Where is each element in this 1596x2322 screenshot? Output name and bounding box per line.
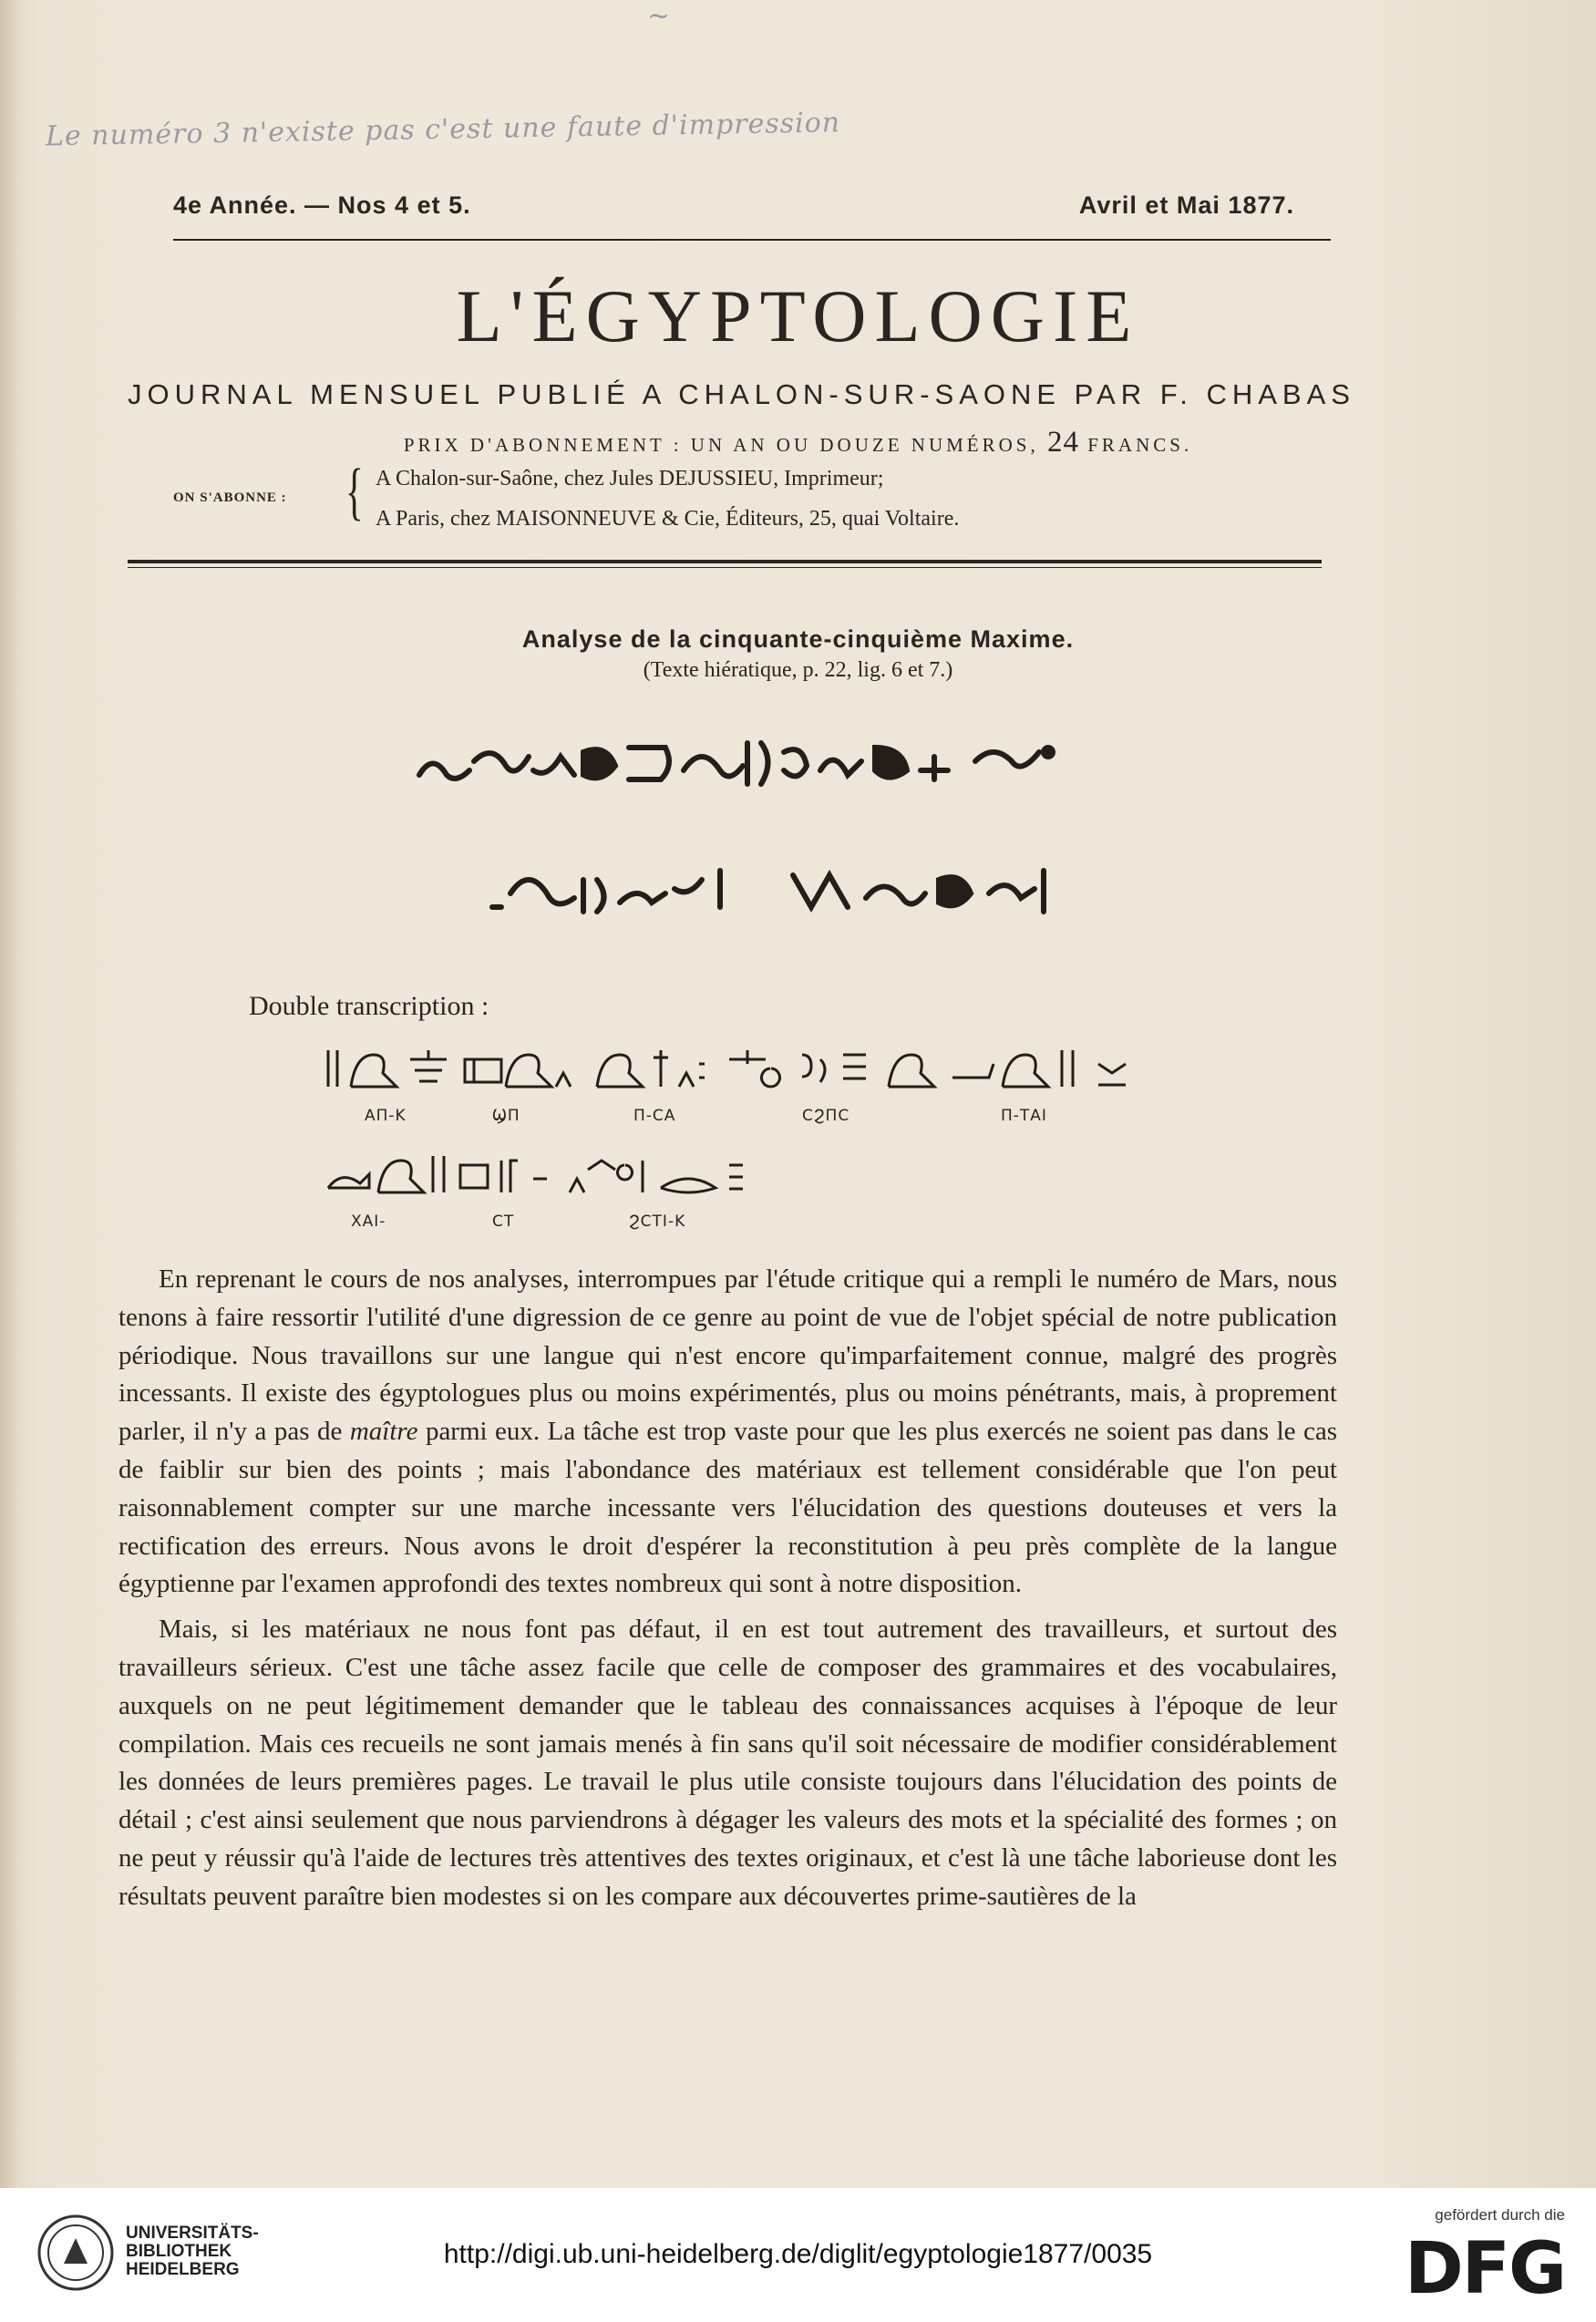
paragraph-1-end: parmi eux. La tâche est trop vaste pour que les plus exercés ne soient pas dans le cas de faiblir sur bien des points ; mais l'abondance des matériaux est tellement considérable que l'on peut raisonnablement compter sur une marche incessante vers l'élucidation des questions douteuses et vers la rectification des erreurs. Nous avons le droit d'espérer la reconstitution à peu près complète de la langue égyptienne par l'examen approfondi des textes nombreux qui sont à notre disposition. (118, 1417, 1338, 1599)
article-source: (Texte hiératique, p. 22, lig. 6 et 7.) (643, 658, 953, 682)
footer-bar (0, 2188, 1596, 2322)
translit-2-1: ΧΑΙ- (351, 1213, 386, 1231)
dfg-logo: DFG (1404, 2228, 1565, 2310)
masthead-rule-thin (128, 567, 1322, 568)
header-rule (173, 239, 1331, 241)
brace-glyph: { (345, 457, 364, 527)
hieroglyph-row-1 (324, 1041, 1162, 1096)
double-transcription-label: Double transcription : (249, 991, 489, 1021)
journal-title: L'ÉGYPTOLOGIE (456, 274, 1140, 357)
price-suffix: FRANCS. (1087, 434, 1193, 456)
library-line-1: UNIVERSITÄTS- (126, 2224, 259, 2243)
handwritten-mark: ~ (647, 0, 671, 32)
translit-1-3: Π-CΑ (633, 1107, 676, 1125)
paragraph-2: Mais, si les matériaux ne nous font pas défaut, il en est tout autrement des travailleurs, et surtout des travailleurs sérieux. C'est une tâche assez facile que celle de composer des grammaires et des vocabulaires, auxquels on ne peut légitimement demander que le tableau des connaissances acquises à l'époque de leur compilation. Mais ces recueils ne sont jamais menés à fin sans qu'il soit nécessaire de modifier considérablement les données de leurs premières pages. Le travail le plus utile consiste toujours dans l'élucidation des points de détail ; c'est ainsi seulement que nous parviendrons à dégager les valeurs des mots et la spécialité des formes ; on ne peut y réussir qu'à l'aide de lectures très attentives des textes originaux, et c'est là une tâche laborieuse dont les résultats peuvent paraître bien modestes si on les compare aux découvertes prime-sautières de la (118, 1615, 1337, 1911)
price-value: 24 (1046, 426, 1079, 459)
issue-header (173, 191, 1294, 228)
library-line-2: BIBLIOTHEK (126, 2242, 232, 2261)
translit-1-1: ΑΠ-Κ (365, 1107, 407, 1125)
translit-1-4: CϨΠC (802, 1107, 850, 1125)
permalink[interactable]: http://digi.ub.uni-heidelberg.de/diglit/egyptologie1877/0035 (443, 2239, 1153, 2269)
masthead-rule-thick (128, 560, 1322, 563)
hieroglyph-row-2 (324, 1147, 779, 1202)
hieratic-text-line-1 (410, 725, 1066, 798)
translit-2-3: ϨCΤΙ-Κ (629, 1213, 686, 1231)
paragraph-1 (118, 1261, 1337, 1604)
translit-2-2: CΤ (492, 1213, 515, 1231)
subscribe-paris: A Paris, chez MAISONNEUVE & Cie, Éditeurs, 25, quai Voltaire. (376, 507, 960, 531)
hieratic-text-line-2 (483, 852, 1066, 925)
journal-subtitle: JOURNAL MENSUEL PUBLIÉ A CHALON-SUR-SAONE PAR F. CHABAS (128, 378, 1355, 410)
emphasis-maitre: maître (349, 1417, 418, 1447)
subscribe-label: ON S'ABONNE : (173, 490, 287, 505)
handwritten-note: Le numéro 3 n'existe pas c'est une faute d'impression (45, 107, 841, 153)
issue-date: Avril et Mai 1877. (1078, 191, 1294, 219)
subscription-price (0, 426, 1596, 459)
translit-1-2: ϢΠ (492, 1107, 520, 1125)
funder-label: gefördert durch die (1435, 2206, 1565, 2224)
issue-number: 4e Année. — Nos 4 et 5. (173, 191, 471, 219)
translit-1-5: Π-ΤΑΙ (1001, 1107, 1047, 1125)
paragraph-1-start: En reprenant le cours de nos analyses, interrompues par l'étude critique qui a rempli le numéro de Mars, nous tenons à faire ressortir l'utilité d'une digression de ce genre au point de vue de l'objet spécial de notre publication périodique. Nous travaillons sur une langue qui n'est encore qu'imparfaitement connue, malgré des progrès incessants. Il existe des égyptologues plus ou moins expérimentés, plus ou moins pénétrants, mais, à proprement parler, il n'y a pas de (118, 1264, 1337, 1447)
price-prefix: PRIX D'ABONNEMENT : UN AN OU DOUZE NUMÉROS, (403, 434, 1039, 456)
subscribe-chalon: A Chalon-sur-Saône, chez Jules DEJUSSIEU, Imprimeur; (376, 467, 884, 490)
library-line-3: HEIDELBERG (126, 2260, 240, 2279)
article-body (118, 1261, 1337, 1916)
article-title: Analyse de la cinquante-cinquième Maxime. (521, 625, 1075, 653)
